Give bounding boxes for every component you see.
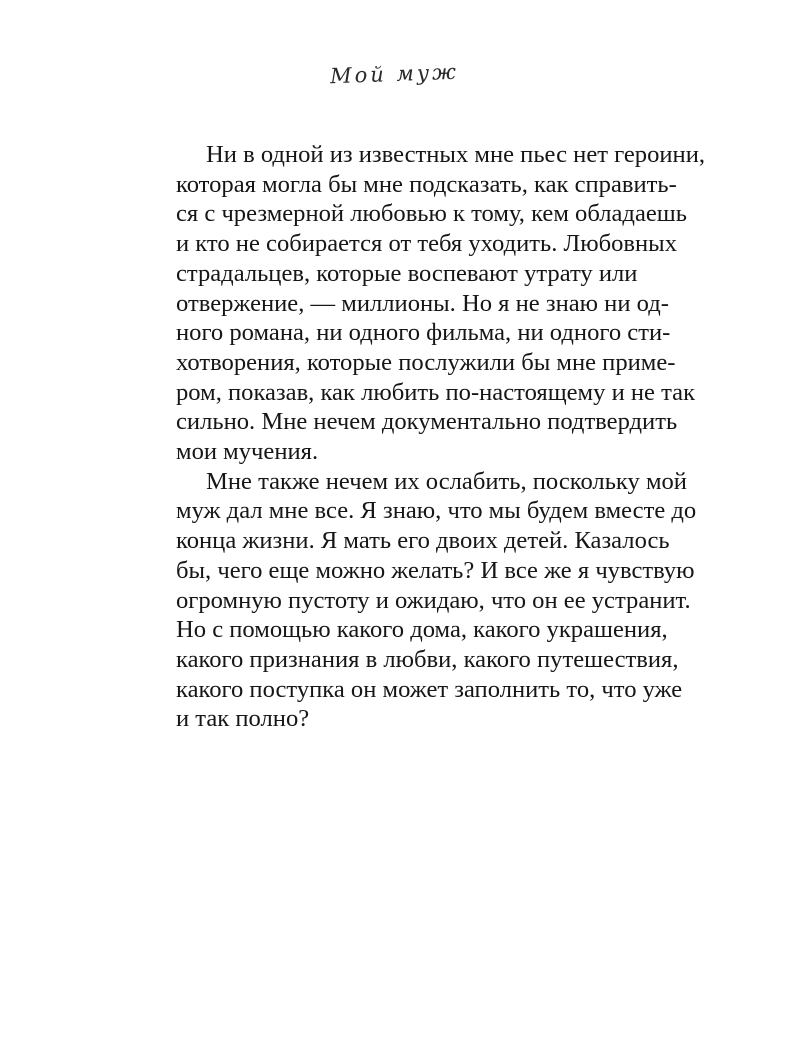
paragraph-1 xyxy=(146,140,706,467)
text-line: хотворения, которые послужили бы мне приме- xyxy=(176,348,676,376)
text-line: огромную пустоту и ожидаю, что он ее устранит. xyxy=(176,586,691,614)
text-line: Мне также нечем их ослабить, поскольку мой xyxy=(206,467,687,495)
text-line: какого поступка он может заполнить то, что уже xyxy=(176,675,683,703)
text-line: муж дал мне все. Я знаю, что мы будем вместе до xyxy=(176,497,697,525)
text-line: конца жизни. Я мать его двоих детей. Казалось xyxy=(176,527,670,555)
text-line: ного романа, ни одного фильма, ни одного сти- xyxy=(176,319,671,347)
text-line: ром, показав, как любить по-настоящему и не так xyxy=(176,378,696,406)
paragraph-2 xyxy=(146,467,697,734)
text-line: сильно. Мне нечем документально подтвердить xyxy=(176,408,678,436)
running-title: Мой муж xyxy=(329,59,460,89)
text-line: бы, чего еще можно желать? И все же я чувствую xyxy=(176,556,695,584)
text-line: какого признания в любви, какого путешествия, xyxy=(176,645,679,673)
text-line: и кто не собирается от тебя уходить. Любовных xyxy=(176,230,678,258)
text-line: ся с чрезмерной любовью к тому, кем обладаешь xyxy=(176,200,687,228)
text-line: Ни в одной из известных мне пьес нет героини, xyxy=(206,141,706,168)
text-line: мои мучения. xyxy=(176,438,319,466)
text-line: страдальцев, которые воспевают утрату или xyxy=(176,259,638,287)
body-text xyxy=(146,140,706,734)
text-line: и так полно? xyxy=(176,705,310,733)
text-line: которая могла бы мне подсказать, как справить- xyxy=(176,170,677,198)
text-line: Но с помощью какого дома, какого украшения, xyxy=(176,616,668,644)
text-line: отвержение, — миллионы. Но я не знаю ни од- xyxy=(176,289,669,317)
